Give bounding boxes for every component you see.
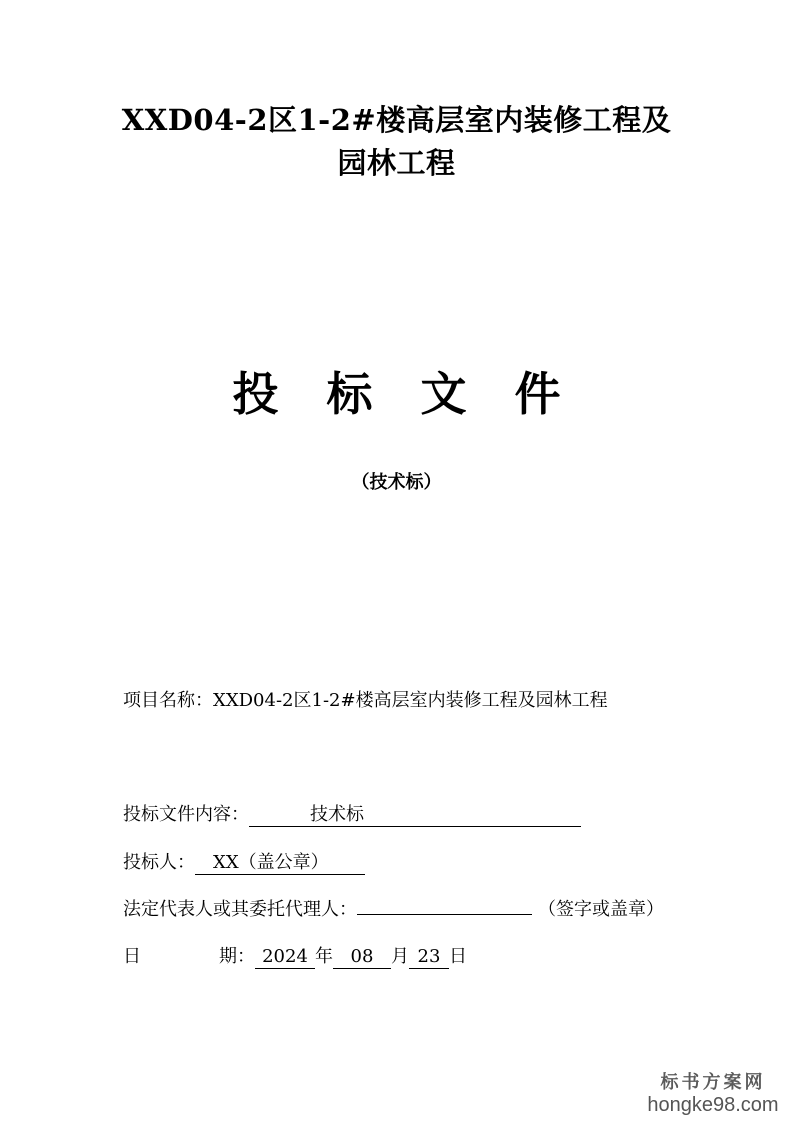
- date-day-unit: 日: [449, 946, 467, 967]
- legal-rep-note: （签字或盖章）: [538, 899, 664, 920]
- date-year: 2024: [255, 946, 315, 969]
- project-name-value: XXD04-2区1-2#楼高层室内装修工程及园林工程: [213, 690, 608, 711]
- bidder-value: XX（盖公章）: [195, 852, 365, 875]
- legal-rep-label: 法定代表人或其委托代理人：: [123, 899, 357, 920]
- watermark-url: hongke98.com: [647, 1094, 779, 1116]
- date-label-char2: 期：: [219, 946, 255, 967]
- document-type-heading: 投标文件: [232, 367, 609, 421]
- date-month-unit: 月: [391, 946, 409, 967]
- watermark-cn: 标书方案网: [660, 1072, 766, 1093]
- bid-content-label: 投标文件内容：: [123, 804, 249, 825]
- project-title-line2: 园林工程: [337, 146, 456, 180]
- date-year-unit: 年: [315, 946, 333, 967]
- date-month: 08: [333, 946, 391, 969]
- bidder-label: 投标人：: [123, 852, 195, 873]
- date-day: 23: [409, 946, 449, 969]
- project-name-label: 项目名称：: [123, 690, 213, 711]
- document-subtype: （技术标）: [351, 472, 442, 493]
- bid-content-row: [123, 800, 581, 827]
- legal-rep-signature-line: [357, 914, 532, 915]
- date-label-char1: 日: [123, 946, 141, 967]
- watermark: [638, 1068, 788, 1117]
- bid-content-value: 技术标: [249, 804, 581, 827]
- bidder-row: [123, 848, 365, 875]
- date-row: [123, 942, 467, 969]
- legal-rep-row: [123, 895, 664, 921]
- project-title-line1: XXD04-2区1-2#楼高层室内装修工程及: [121, 103, 672, 137]
- project-name-row: [123, 686, 608, 712]
